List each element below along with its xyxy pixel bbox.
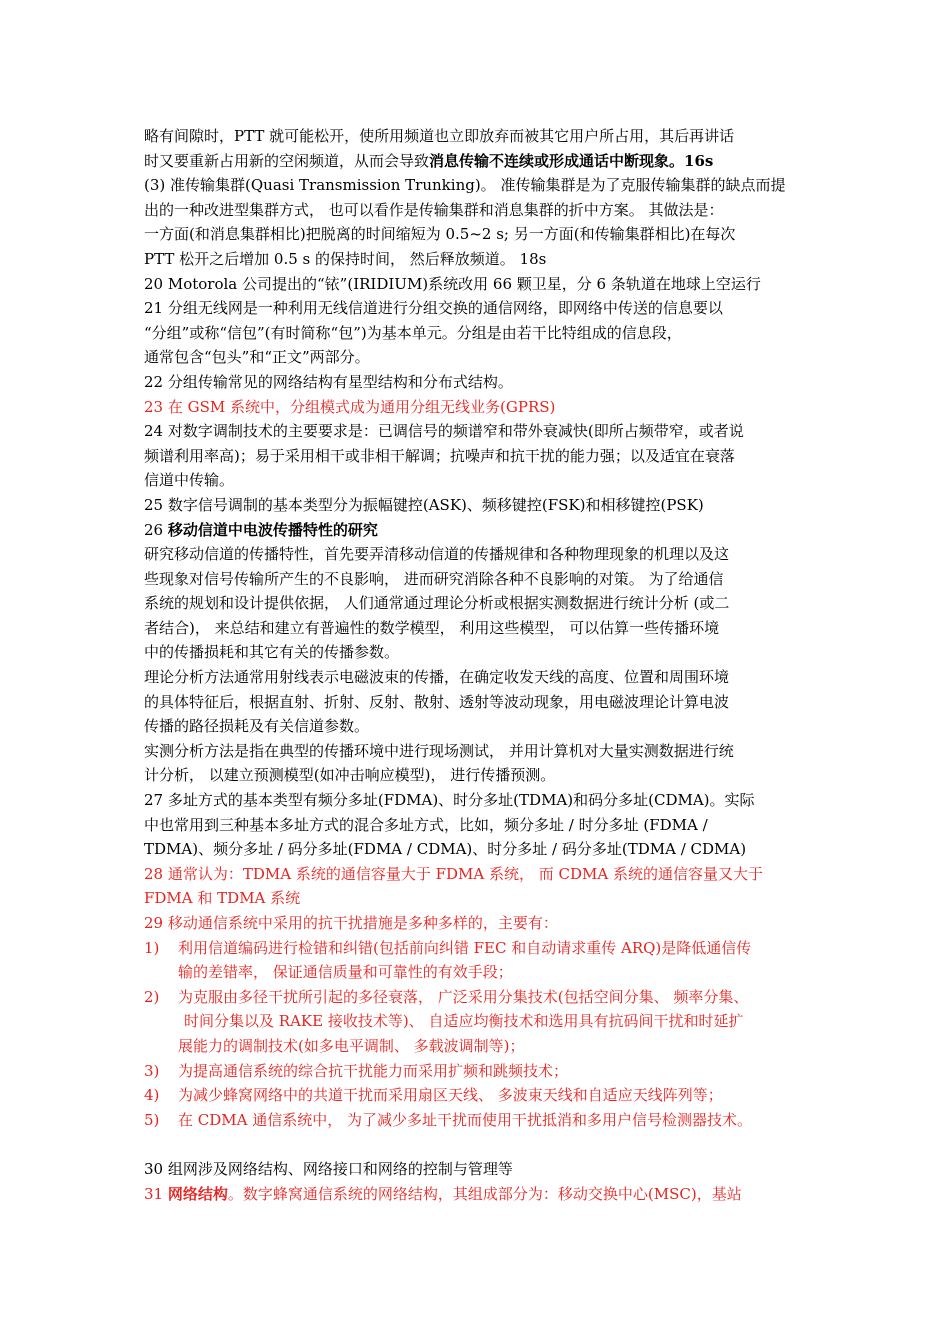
item-30: 30 组网涉及网络结构、网络接口和网络的控制与管理等 xyxy=(144,1159,513,1178)
list-item-continuation: 输的差错率， 保证通信质量和可靠性的有效手段； xyxy=(178,963,513,982)
text-span: 。数字蜂窝通信系统的网络结构，其组成部分为：移动交换中心(MSC)，基站 xyxy=(227,1184,742,1203)
list-item xyxy=(144,936,810,961)
text-line: 频谱利用率高)；易于采用相干或非相干解调；抗噪声和抗干扰的能力强；以及适宜在衰落 xyxy=(144,446,735,465)
text-line: FDMA 和 TDMA 系统 xyxy=(144,889,301,908)
text-line: 中也常用到三种基本多址方式的混合多址方式，比如，频分多址 / 时分多址 (FDMA / xyxy=(144,815,708,834)
text-line: 出的一种改进型集群方式， 也可以看作是传输集群和消息集群的折中方案。 其做法是： xyxy=(144,200,724,219)
text-line: 的具体特征后，根据直射、折射、反射、散射、透射等波动现象，用电磁波理论计算电波 xyxy=(144,692,730,711)
list-text: 为减少蜂窝网络中的共道干扰而采用扇区天线、 多波束天线和自适应天线阵列等； xyxy=(178,1086,723,1105)
text-line: 信道中传输。 xyxy=(144,471,235,490)
emphasis-text: 消息传输不连续或形成通话中断现象。16s xyxy=(429,151,714,170)
list-item xyxy=(144,985,810,1010)
item-26-heading xyxy=(144,518,810,543)
text-line: 些现象对信号传输所产生的不良影响， 进而研究消除各种不良影响的对策。 为了给通信 xyxy=(144,569,724,588)
list-item xyxy=(144,1059,810,1084)
text-line: PTT 松开之后增加 0.5 s 的保持时间， 然后释放频道。 18s xyxy=(144,249,547,268)
item-20: 20 Motorola 公司提出的“铱”(IRIDIUM)系统改用 66 颗卫星，分 6 条轨道在地球上空运行 xyxy=(144,274,761,293)
text-line: 者结合)， 来总结和建立有普遍性的数学模型， 利用这些模型， 可以估算一些传播环境 xyxy=(144,618,720,637)
item-21: 21 分组无线网是一种利用无线信道进行分组交换的通信网络，即网络中传送的信息要以 xyxy=(144,299,723,318)
item-24: 24 对数字调制技术的主要要求是：已调信号的频谱窄和带外衰减快(即所占频带窄，或者说 xyxy=(144,422,744,441)
item-28: 28 通常认为：TDMA 系统的通信容量大于 FDMA 系统， 而 CDMA 系统的通信容量又大于 xyxy=(144,864,764,883)
text-line: 一方面(和消息集群相比)把脱离的时间缩短为 0.5~2 s; 另一方面(和传输集群相比)在每次 xyxy=(144,225,736,244)
text-line: 传播的路径损耗及有关信道参数。 xyxy=(144,717,370,736)
list-item xyxy=(144,1108,810,1133)
list-number: 5) xyxy=(144,1110,160,1129)
item-number: 31 xyxy=(144,1184,168,1203)
text-line: 中的传播损耗和其它有关的传播参数。 xyxy=(144,643,400,662)
blank-line xyxy=(144,1132,810,1157)
document-page xyxy=(144,124,810,1206)
item-31 xyxy=(144,1182,810,1207)
section-title: 移动信道中电波传播特性的研究 xyxy=(167,520,378,539)
text-span: 时又要重新占用新的空闲频道，从而会导致 xyxy=(144,151,430,170)
list-text: 利用信道编码进行检错和纠错(包括前向纠错 FEC 和自动请求重传 ARQ)是降低通信传 xyxy=(178,938,752,957)
text-line: 计分析， 以建立预测模型(如冲击响应模型)， 进行传播预测。 xyxy=(144,766,556,785)
text-line: 系统的规划和设计提供依据， 人们通常通过理论分析或根据实测数据进行统计分析 (或二 xyxy=(144,594,730,613)
list-item xyxy=(144,1083,810,1108)
list-item-continuation: 时间分集以及 RAKE 接收技术等)、 自适应均衡技术和选用具有抗码间干扰和时延扩 xyxy=(184,1012,744,1031)
list-text: 在 CDMA 通信系统中， 为了减少多址干扰而使用干扰抵消和多用户信号检测器技术。 xyxy=(178,1110,753,1129)
list-number: 1) xyxy=(144,938,160,957)
section-title: 网络结构 xyxy=(167,1184,228,1203)
list-number: 2) xyxy=(144,987,160,1006)
list-number: 3) xyxy=(144,1061,160,1080)
item-23: 23 在 GSM 系统中，分组模式成为通用分组无线业务(GPRS) xyxy=(144,397,556,416)
list-item-continuation: 展能力的调制技术(如多电平调制、 多载波调制等)； xyxy=(178,1036,525,1055)
item-25: 25 数字信号调制的基本类型分为振幅键控(ASK)、频移键控(FSK)和相移键控(PSK) xyxy=(144,495,704,514)
text-line: 研究移动信道的传播特性，首先要弄清移动信道的传播规律和各种物理现象的机理以及这 xyxy=(144,545,730,564)
text-line: 实测分析方法是指在典型的传播环境中进行现场测试， 并用计算机对大量实测数据进行统 xyxy=(144,741,734,760)
list-text: 为提高通信系统的综合抗干扰能力而采用扩频和跳频技术； xyxy=(178,1061,569,1080)
item-29: 29 移动通信系统中采用的抗干扰措施是多种多样的，主要有： xyxy=(144,914,558,932)
text-line: 通常包含“包头”和“正文”两部分。 xyxy=(144,348,370,367)
text-line: (3) 准传输集群(Quasi Transmission Trunking)。 准传输集群是为了克服传输集群的缺点而提 xyxy=(144,176,786,195)
list-text: 为克服由多径干扰所引起的多径衰落， 广泛采用分集技术(包括空间分集、 频率分集、 xyxy=(178,987,749,1006)
text-line xyxy=(144,149,810,174)
item-27: 27 多址方式的基本类型有频分多址(FDMA)、时分多址(TDMA)和码分多址(CDMA)。实际 xyxy=(144,791,755,810)
list-number: 4) xyxy=(144,1086,160,1105)
text-line: 理论分析方法通常用射线表示电磁波束的传播，在确定收发天线的高度、位置和周围环境 xyxy=(144,668,730,687)
item-number: 26 xyxy=(144,520,168,539)
text-line: 略有间隙时，PTT 就可能松开，使所用频道也立即放弃而被其它用户所占用，其后再讲话 xyxy=(144,127,735,145)
text-line: “分组”或称“信包”(有时简称“包”)为基本单元。分组是由若干比特组成的信息段， xyxy=(144,323,682,342)
text-line: TDMA)、频分多址 / 码分多址(FDMA / CDMA)、时分多址 / 码分多址(TDMA / CDMA) xyxy=(144,840,747,859)
item-22: 22 分组传输常见的网络结构有星型结构和分布式结构。 xyxy=(144,372,513,391)
